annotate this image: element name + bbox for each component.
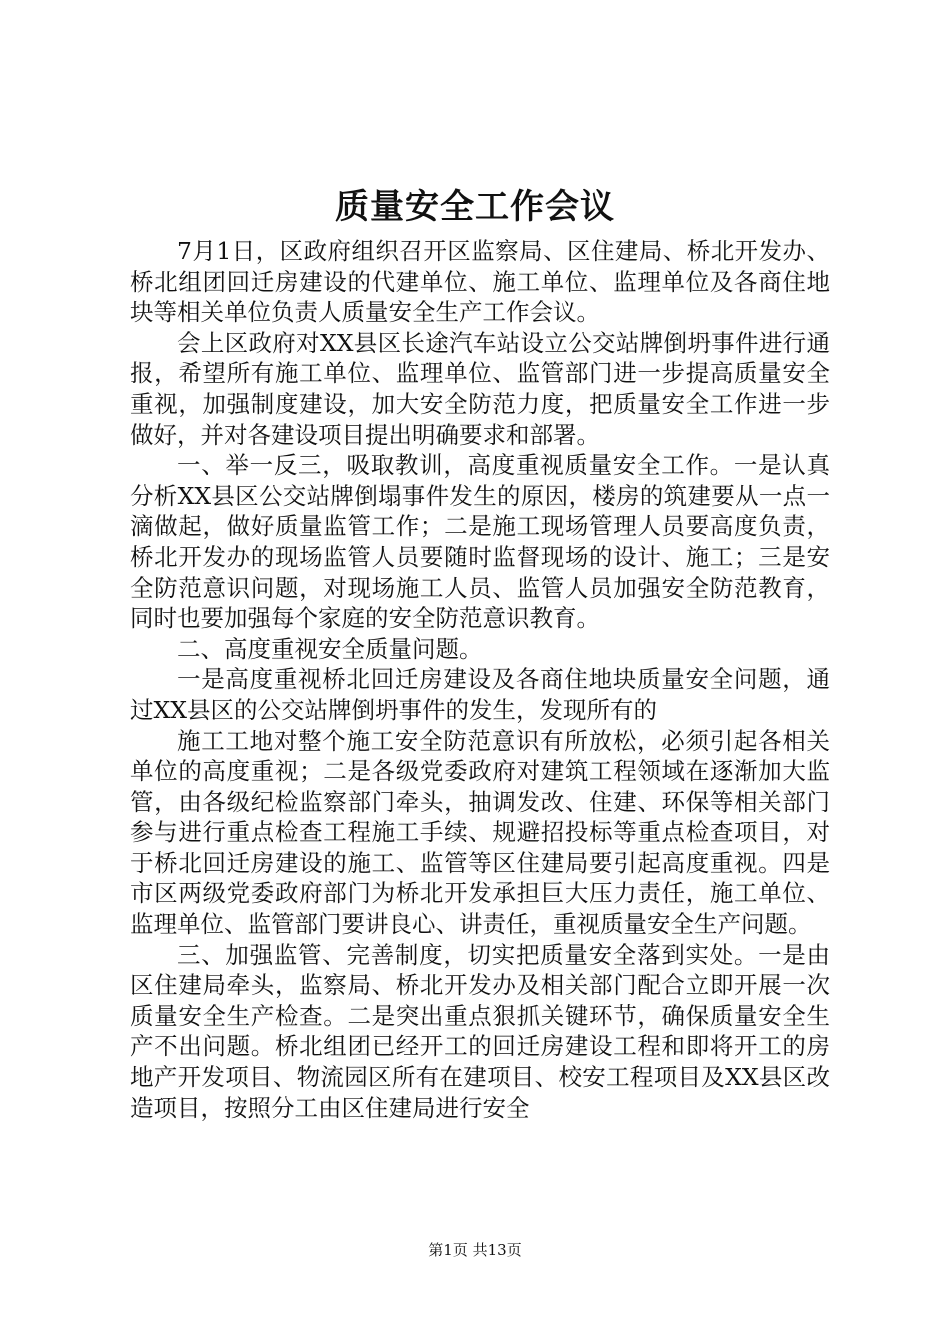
paragraph: 施工工地对整个施工安全防范意识有所放松，必须引起各相关单位的高度重视；二是各级党委政府对建筑工程领域在逐渐加大监管，由各级纪检监察部门牵头，抽调发改、住建、环保等相关部门参与进行重点检查工程施工手续、规避招投标等重点检查项目，对于桥北回迁房建设的施工、监管等区住建局要引起高度重视。四是市区两级党委政府部门为桥北开发承担巨大压力责任，施工单位、监理单位、监管部门要讲良心、讲责任，重视质量安全生产问题。 — [130, 726, 830, 939]
document-body — [130, 236, 830, 1123]
paragraph: 会上区政府对XX县区长途汽车站设立公交站牌倒坍事件进行通报，希望所有施工单位、监理单位、监管部门进一步提高质量安全重视，加强制度建设，加大安全防范力度，把质量安全工作进一步做好，并对各建设项目提出明确要求和部署。 — [130, 328, 830, 449]
paragraph: 一、举一反三，吸取教训，高度重视质量安全工作。一是认真分析XX县区公交站牌倒塌事件发生的原因，楼房的筑建要从一点一滴做起，做好质量监管工作；二是施工现场管理人员要高度负责，桥北开发办的现场监管人员要随时监督现场的设计、施工；三是安全防范意识问题，对现场施工人员、监管人员加强安全防范教育，同时也要加强每个家庭的安全防范意识教育。 — [130, 451, 830, 633]
paragraph: 三、加强监管、完善制度，切实把质量安全落到实处。一是由区住建局牵头，监察局、桥北开发办及相关部门配合立即开展一次质量安全生产检查。二是突出重点狠抓关键环节，确保质量安全生产不出问题。桥北组团已经开工的回迁房建设工程和即将开工的房地产开发项目、物流园区所有在建项目、校安工程项目及XX县区改造项目，按照分工由区住建局进行安全 — [130, 940, 830, 1122]
paragraph: 二、高度重视安全质量问题。 — [177, 634, 483, 663]
paragraph: 一是高度重视桥北回迁房建设及各商住地块质量安全问题，通过XX县区的公交站牌倒坍事件的发生，发现所有的 — [130, 665, 830, 724]
paragraph: 7月1日，区政府组织召开区监察局、区住建局、桥北开发办、桥北组团回迁房建设的代建单位、施工单位、监理单位及各商住地块等相关单位负责人质量安全生产工作会议。 — [130, 237, 830, 327]
page-number-footer: 第1页 共13页 — [428, 1241, 522, 1259]
document-title: 质量安全工作会议 — [335, 187, 615, 227]
